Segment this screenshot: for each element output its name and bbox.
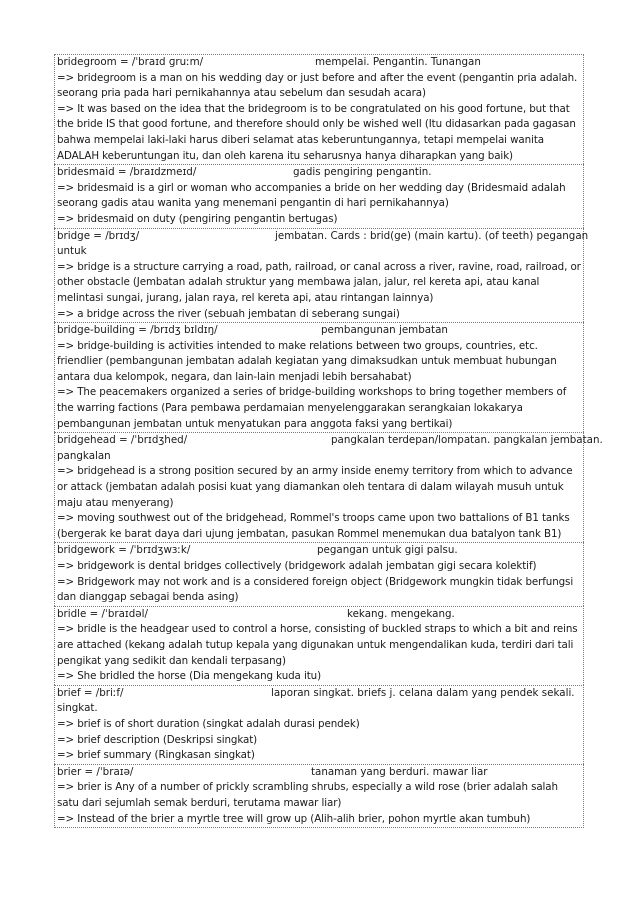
entry-line: => bridegroom is a man on his wedding day or just before and after the event (pengantin pria adalah. seorang pria pada hari pernikahannya atau sebelum dan sesudah acara) <box>57 71 578 100</box>
entry-line: => bridle is the headgear used to control a horse, consisting of buckled straps to which a bit and reins are attached (kekang adalah tutup kepala yang digunakan untuk mengendalikan kuda, terdiri dari tali pengikat yang sedikit dan kendali terpasang) <box>57 623 578 667</box>
entry-brier <box>54 764 584 828</box>
entry-bridgework <box>54 542 584 605</box>
entry-headline <box>57 607 581 623</box>
entry-definition: pembangunan jembatan <box>321 324 448 337</box>
entry-line: => brier is Any of a number of prickly scrambling shrubs, especially a wild rose (brier adalah salah satu dari sejumlah semak berduri, terutama mawar liar) <box>57 781 558 809</box>
entry-definition: gadis pengiring pengantin. <box>293 166 432 179</box>
entry-headline <box>57 543 581 559</box>
entry-line: => brief description (Deskripsi singkat) <box>57 733 258 746</box>
entry-line: => bridge-building is activities intended to make relations between two groups, countries, etc. friendlier (pembangunan jembatan adalah kegiatan yang dimaksudkan untuk membuat hubungan antara dua kelompok, negara, dan lain-lain menjadi lebih bersahabat) <box>57 339 557 383</box>
entry-headline <box>57 229 589 245</box>
entry-headline <box>57 55 581 71</box>
entry-definition: mempelai. Pengantin. Tunangan <box>315 56 481 68</box>
entry-headline <box>57 433 603 449</box>
entry-bridge <box>54 228 589 323</box>
entry-term: bridesmaid = /braɪdzmeɪd/ <box>57 166 197 179</box>
entry-term: bridge-building = /brɪdʒ bɪldɪŋ/ <box>57 324 218 337</box>
entry-headline <box>57 323 581 339</box>
entry-term: bridle = /ˈbraɪdəl/ <box>57 607 148 620</box>
entry-term: brier = /ˈbraɪə/ <box>57 765 134 778</box>
entry-bridegroom <box>54 54 584 164</box>
entry-line: => bridgehead is a strong position secured by an army inside enemy territory from which to advance or attack (jembatan adalah posisi kuat yang diamankan oleh tentara di dalam wilayah musuh untuk maju atau menyerang) <box>57 465 573 509</box>
entry-definition-continued: pangkalan <box>57 449 111 462</box>
entry-line: => bridesmaid on duty (pengiring pengantin bertugas) <box>57 212 338 225</box>
entry-line: => bridgework is dental bridges collectively (bridgework adalah jembatan gigi secara kolektif) <box>57 560 537 572</box>
entry-bridgehead <box>54 432 603 542</box>
entry-definition-continued: singkat. <box>57 702 98 715</box>
entry-bridesmaid <box>54 164 584 227</box>
entry-term: bridgework = /ˈbrɪdʒwɜːk/ <box>57 544 191 557</box>
entry-line: => brief summary (Ringkasan singkat) <box>57 749 255 762</box>
entry-line: => a bridge across the river (sebuah jembatan di seberang sungai) <box>57 307 400 320</box>
entry-definition: laporan singkat. briefs j. celana dalam yang pendek sekali. <box>271 686 575 699</box>
entry-definition: kekang. mengekang. <box>347 607 455 620</box>
glossary-page <box>54 54 603 828</box>
entry-line: => Bridgework may not work and is a considered foreign object (Bridgework mungkin tidak berfungsi dan dianggap sebagai benda asing) <box>57 575 574 604</box>
entry-headline <box>57 765 581 781</box>
entry-term: bridge = /brɪdʒ/ <box>57 229 140 242</box>
entry-term: brief = /briːf/ <box>57 686 124 699</box>
entry-line: => It was based on the idea that the bridegroom is to be congratulated on his good fortune, but that the bride IS that good fortune, and therefore should only be wished well (Itu didasarkan pada gagasan bahwa mempelai laki-laki harus diberi selamat atas keberuntungannya, tetapi mempelai wanita ADALAH keberuntungan itu, dan oleh karena itu seharusnya hanya diharapkan yang baik) <box>57 102 576 162</box>
entry-line: => brief is of short duration (singkat adalah durasi pendek) <box>57 717 360 730</box>
entry-line: => She bridled the horse (Dia mengekang kuda itu) <box>57 670 321 683</box>
entry-headline <box>57 165 581 181</box>
entry-definition: pegangan untuk gigi palsu. <box>317 544 458 557</box>
entry-line: => moving southwest out of the bridgehead, Rommel's troops came upon two battalions of B1 tanks (bergerak ke barat daya dari ujung jembatan, pasukan Rommel menemukan dua batalyon tank B1) <box>57 512 570 540</box>
entry-bridle <box>54 606 584 685</box>
entry-brief <box>54 685 584 764</box>
entry-line: => Instead of the brier a myrtle tree will grow up (Alih-alih brier, pohon myrtle akan tumbuh) <box>57 812 531 825</box>
entry-line: => bridesmaid is a girl or woman who accompanies a bride on her wedding day (Bridesmaid adalah seorang gadis atau wanita yang menemani pengantin di hari pernikahannya) <box>57 181 566 210</box>
entry-definition: tanaman yang berduri. mawar liar <box>311 765 488 778</box>
entry-term: bridgehead = /ˈbrɪdʒhed/ <box>57 434 188 447</box>
entry-definition: pangkalan terdepan/lompatan. pangkalan jembatan. <box>331 434 603 447</box>
entry-line: => The peacemakers organized a series of bridge-building workshops to bring together members of the warring factions (Para pembawa perdamaian menyelenggarakan serangkaian lokakarya pembangunan jembatan untuk menyatukan para anggota faksi yang bertikai) <box>57 386 567 430</box>
entry-bridge-building <box>54 322 584 432</box>
entry-line: => bridge is a structure carrying a road, path, railroad, or canal across a river, ravine, road, railroad, or other obstacle (Jembatan adalah struktur yang membawa jalan, jalur, rel kereta api, atau kanal melintasi sungai, jurang, jalan raya, rel kereta api, atau rintangan lainnya) <box>57 260 581 304</box>
entry-term: bridegroom = /ˈbraɪd ɡruːm/ <box>57 56 204 68</box>
entry-definition: jembatan. Cards : brid(ge) (main kartu). (of teeth) pegangan <box>275 229 589 242</box>
entry-definition-continued: untuk <box>57 245 87 258</box>
entry-headline <box>57 686 581 702</box>
